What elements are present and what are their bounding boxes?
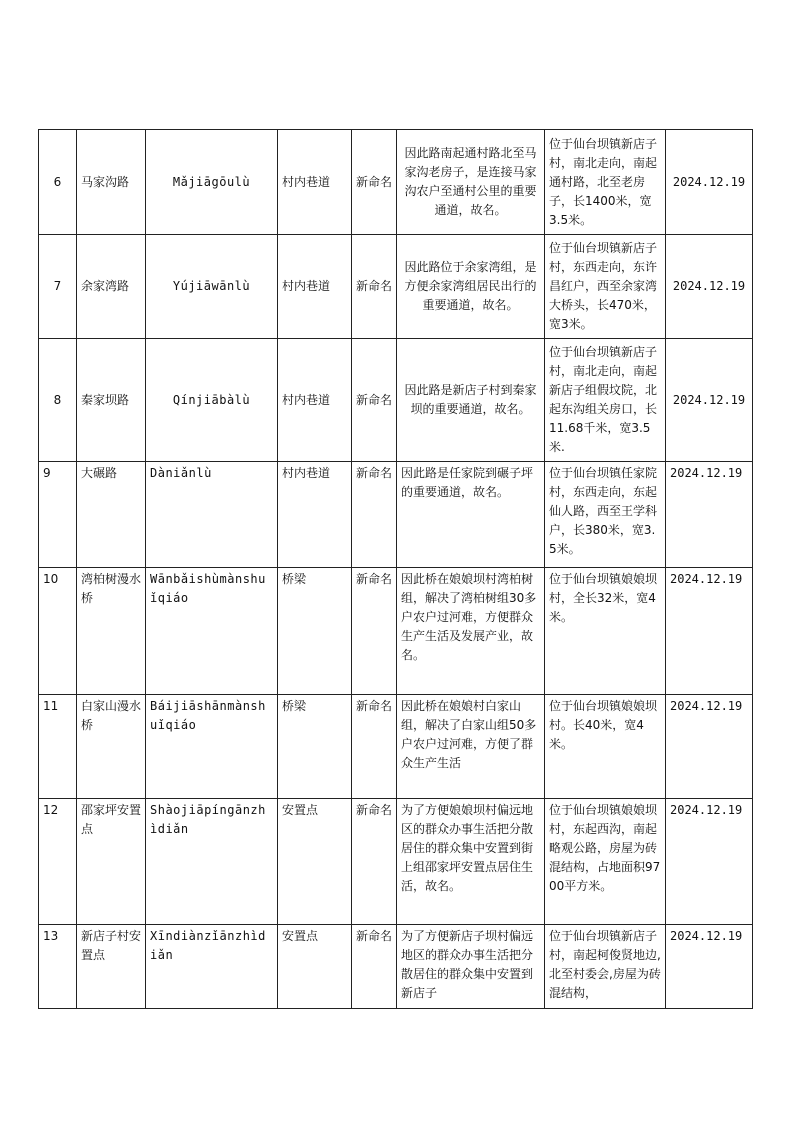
row-number: 13 [39,925,77,1009]
naming-date: 2024.12.19 [666,568,753,695]
location-description: 位于仙台坝镇新店子村，南北走向，南起通村路，北至老房子，长1400米，宽3.5米。 [545,130,666,235]
table-row [39,925,753,1009]
naming-kind: 新命名 [352,462,397,568]
row-number: 9 [39,462,77,568]
place-type: 村内巷道 [278,235,352,339]
location-description: 位于仙台坝镇新店子村，南起柯俊贤地边,北至村委会,房屋为砖混结构， [545,925,666,1009]
place-pinyin: Wānbǎishùmànshuǐqiáo [146,568,278,695]
naming-reason: 因此路是任家院到碾子坪的重要通道，故名。 [397,462,545,568]
table-row [39,235,753,339]
place-type: 村内巷道 [278,130,352,235]
place-type: 村内巷道 [278,339,352,462]
table-row [39,130,753,235]
naming-kind: 新命名 [352,130,397,235]
place-pinyin: Xīndiànzǐānzhìdiǎn [146,925,278,1009]
row-number: 12 [39,799,77,925]
place-name: 邵家坪安置点 [77,799,146,925]
place-type: 安置点 [278,925,352,1009]
naming-date: 2024.12.19 [666,462,753,568]
naming-date: 2024.12.19 [666,925,753,1009]
place-name: 白家山漫水桥 [77,695,146,799]
location-description: 位于仙台坝镇任家院村，东西走向，东起仙人路，西至王学科户，长380米，宽3.5米。 [545,462,666,568]
naming-date: 2024.12.19 [666,339,753,462]
row-number: 7 [39,235,77,339]
place-type: 桥梁 [278,568,352,695]
naming-date: 2024.12.19 [666,235,753,339]
place-pinyin: Shàojiāpíngānzhìdiǎn [146,799,278,925]
place-type: 桥梁 [278,695,352,799]
location-description: 位于仙台坝镇娘娘坝村，全长32米，宽4米。 [545,568,666,695]
location-description: 位于仙台坝镇新店子村，南北走向，南起新店子组假坟院，北起东沟组关房口，长11.68千米，宽3.5米. [545,339,666,462]
naming-kind: 新命名 [352,925,397,1009]
naming-date: 2024.12.19 [666,130,753,235]
place-names-table [38,129,753,1009]
naming-reason: 为了方便新店子坝村偏远地区的群众办事生活把分散居住的群众集中安置到新店子 [397,925,545,1009]
location-description: 位于仙台坝镇娘娘坝村。长40米，宽4米。 [545,695,666,799]
row-number: 8 [39,339,77,462]
row-number: 10 [39,568,77,695]
place-pinyin: Mǎjiāgōulù [146,130,278,235]
place-name: 马家沟路 [77,130,146,235]
row-number: 6 [39,130,77,235]
naming-kind: 新命名 [352,799,397,925]
place-name: 秦家坝路 [77,339,146,462]
table-row [39,462,753,568]
naming-reason: 因此路南起通村路北至马家沟老房子，是连接马家沟农户至通村公里的重要通道，故名。 [397,130,545,235]
naming-kind: 新命名 [352,695,397,799]
table-row [39,799,753,925]
place-type: 村内巷道 [278,462,352,568]
table-row [39,339,753,462]
place-name: 余家湾路 [77,235,146,339]
table-row [39,695,753,799]
naming-reason: 因此路位于余家湾组，是方便余家湾组居民出行的重要通道，故名。 [397,235,545,339]
place-name: 湾柏树漫水桥 [77,568,146,695]
naming-kind: 新命名 [352,568,397,695]
naming-reason: 因此桥在娘娘坝村湾柏树组，解决了湾柏树组30多户农户过河难，方便群众生产生活及发展产业，故名。 [397,568,545,695]
naming-date: 2024.12.19 [666,695,753,799]
place-pinyin: Báijiāshānmànshuǐqiáo [146,695,278,799]
naming-reason: 因此桥在娘娘村白家山组，解决了白家山组50多户农户过河难，方便了群众生产生活 [397,695,545,799]
place-pinyin: Yújiāwānlù [146,235,278,339]
naming-reason: 为了方便娘娘坝村偏远地区的群众办事生活把分散居住的群众集中安置到街上组邵家坪安置点居住生活，故名。 [397,799,545,925]
location-description: 位于仙台坝镇新店子村，东西走向，东许昌红户，西至余家湾大桥头，长470米，宽3米。 [545,235,666,339]
place-pinyin: Qínjiābàlù [146,339,278,462]
place-pinyin: Dàniǎnlù [146,462,278,568]
place-type: 安置点 [278,799,352,925]
naming-date: 2024.12.19 [666,799,753,925]
place-name: 大碾路 [77,462,146,568]
naming-kind: 新命名 [352,235,397,339]
location-description: 位于仙台坝镇娘娘坝村，东起西沟，南起略观公路，房屋为砖混结构，占地面积9700平方米。 [545,799,666,925]
place-name: 新店子村安置点 [77,925,146,1009]
naming-kind: 新命名 [352,339,397,462]
row-number: 11 [39,695,77,799]
table-row [39,568,753,695]
naming-reason: 因此路是新店子村到秦家坝的重要通道，故名。 [397,339,545,462]
